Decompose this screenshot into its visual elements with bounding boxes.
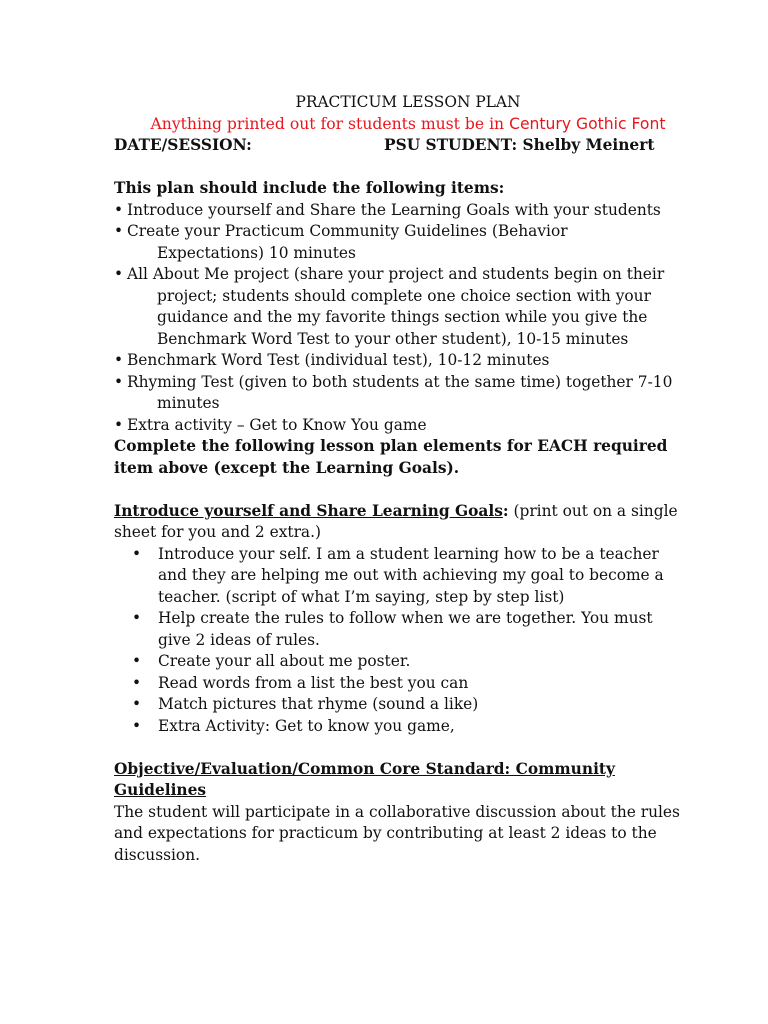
date-session-label: DATE/SESSION: xyxy=(114,136,252,154)
list-item: • All About Me project (share your project and students begin on their project; students should complete one choice section with your guidance and the my favorite things section while you give the Benchmark Word Test to your other student), 10-15 minutes xyxy=(114,264,708,350)
list-item: • Benchmark Word Test (individual test), 10-12 minutes xyxy=(114,350,708,372)
list-item: • Extra Activity: Get to know you game, xyxy=(158,716,708,738)
objective-heading: Objective/Evaluation/Common Core Standard: Community Guidelines xyxy=(114,759,615,799)
required-items-list xyxy=(114,200,708,437)
intro-note: (print out on a single xyxy=(508,501,678,520)
list-item: • Match pictures that rhyme (sound a like) xyxy=(158,694,708,716)
font-notice-font-name: Century Gothic Font xyxy=(509,114,666,133)
psu-student-label: PSU STUDENT: Shelby Meinert xyxy=(384,136,655,154)
doc-title: PRACTICUM LESSON PLAN xyxy=(295,93,521,111)
font-notice xyxy=(108,114,708,136)
intro-section-heading: Introduce yourself and Share Learning Goals: (print out on a single sheet for you and 2 extra.) xyxy=(114,501,678,541)
goals-list xyxy=(114,544,708,738)
objective-text: The student will participate in a collaborative discussion about the rules and expectations for practicum by contributing at least 2 ideas to the discussion. xyxy=(114,802,680,864)
list-item: • Help create the rules to follow when we are together. You must give 2 ideas of rules. xyxy=(158,608,708,651)
list-item: • Rhyming Test (given to both students at the same time) together 7-10 minutes xyxy=(114,372,708,415)
list-item: • Extra activity – Get to Know You game xyxy=(114,415,708,437)
list-item: • Create your all about me poster. xyxy=(158,651,708,673)
list-item: • Introduce your self. I am a student learning how to be a teacher and they are helping me out with achieving my goal to become a teacher. (script of what I’m saying, step by step list) xyxy=(158,544,708,609)
font-notice-text: Anything printed out for students must be in xyxy=(150,114,510,133)
items-heading: This plan should include the following items: xyxy=(114,179,505,197)
list-item: • Introduce yourself and Share the Learning Goals with your students xyxy=(114,200,708,222)
list-item: • Create your Practicum Community Guidelines (Behavior Expectations) 10 minutes xyxy=(114,221,708,264)
date-student-row xyxy=(114,135,708,157)
complete-instruction: Complete the following lesson plan elements for EACH required item above (except the Learning Goals). xyxy=(114,437,668,477)
intro-heading: Introduce yourself and Share Learning Goals xyxy=(114,501,503,520)
list-item: • Read words from a list the best you can xyxy=(158,673,708,695)
